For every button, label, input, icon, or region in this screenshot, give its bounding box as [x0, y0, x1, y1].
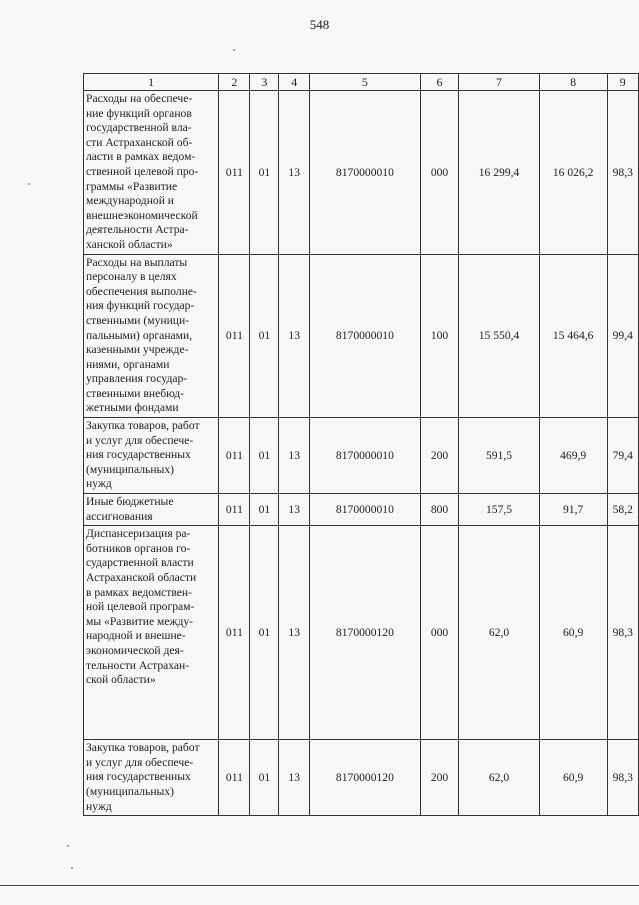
cell-subsection: 13 [279, 494, 310, 526]
header-cell: 4 [279, 74, 310, 91]
row-description: Иные бюджетные ассигнования [84, 494, 219, 526]
page-number: 548 [309, 17, 330, 32]
table-header-row [84, 74, 639, 91]
header-cell: 3 [250, 74, 279, 91]
cell-percent: 98,3 [607, 740, 639, 816]
cell-expense-type: 200 [420, 740, 459, 816]
cell-section: 01 [250, 91, 279, 255]
cell-percent: 99,4 [607, 254, 639, 418]
row-description: Расходы на обеспече- ние функций органов государственной вла- сти Астраханской об- ласти в рамках ведом- ственной целевой про- граммы «Развитие международной и внешнеэкономической деятельности Астра- ханской области» [84, 91, 219, 255]
cell-expense-type: 000 [420, 91, 459, 255]
cell-section: 01 [250, 740, 279, 816]
cell-target-article: 8170000010 [310, 91, 421, 255]
cell-percent: 98,3 [607, 91, 639, 255]
cell-target-article: 8170000120 [310, 740, 421, 816]
header-cell: 7 [459, 74, 540, 91]
cell-expense-type: 200 [420, 418, 459, 494]
cell-section: 01 [250, 418, 279, 494]
cell-percent: 79,4 [607, 418, 639, 494]
cell-expense-type: 100 [420, 254, 459, 418]
cell-subsection: 13 [279, 254, 310, 418]
row-description: Закупка товаров, работ и услуг для обеспече- ния государственных (муниципальных) нужд [84, 418, 219, 494]
header-cell: 1 [84, 74, 219, 91]
cell-actual: 60,9 [539, 740, 607, 816]
scan-speck [71, 867, 73, 869]
cell-plan: 62,0 [459, 740, 540, 816]
cell-plan: 62,0 [459, 526, 540, 740]
cell-ministry: 011 [219, 254, 250, 418]
cell-target-article: 8170000010 [310, 494, 421, 526]
cell-actual: 469,9 [539, 418, 607, 494]
cell-subsection: 13 [279, 740, 310, 816]
table-row [84, 494, 639, 526]
cell-section: 01 [250, 526, 279, 740]
cell-expense-type: 800 [420, 494, 459, 526]
header-cell: 5 [310, 74, 421, 91]
cell-subsection: 13 [279, 91, 310, 255]
table-row [84, 418, 639, 494]
cell-subsection: 13 [279, 418, 310, 494]
cell-percent: 58,2 [607, 494, 639, 526]
cell-ministry: 011 [219, 91, 250, 255]
cell-section: 01 [250, 494, 279, 526]
scan-speck [233, 49, 235, 51]
cell-expense-type: 000 [420, 526, 459, 740]
cell-ministry: 011 [219, 526, 250, 740]
cell-actual: 15 464,6 [539, 254, 607, 418]
cell-plan: 15 550,4 [459, 254, 540, 418]
cell-subsection: 13 [279, 526, 310, 740]
header-cell: 6 [420, 74, 459, 91]
row-description: Закупка товаров, работ и услуг для обеспече- ния государственных (муниципальных) нужд [84, 740, 219, 816]
cell-actual: 60,9 [539, 526, 607, 740]
cell-target-article: 8170000120 [310, 526, 421, 740]
row-description: Диспансеризация ра- ботников органов го- сударственной власти Астраханской области в рамках ведомствен- ной целевой програм- мы «Развитие между- народной и внешне- экономической дея- тельности Астрахан- ской области» [84, 526, 219, 740]
budget-table [83, 73, 639, 816]
cell-target-article: 8170000010 [310, 418, 421, 494]
cell-ministry: 011 [219, 494, 250, 526]
header-cell: 8 [539, 74, 607, 91]
table-row [84, 254, 639, 418]
table-row [84, 91, 639, 255]
cell-plan: 157,5 [459, 494, 540, 526]
cell-section: 01 [250, 254, 279, 418]
row-description: Расходы на выплаты персоналу в целях обеспечения выполне- ния функций государ- ственными (муници- пальными) органами, казенными учрежде- ниями, органами управления государ- ственными внебюд- жетными фондами [84, 254, 219, 418]
cell-ministry: 011 [219, 740, 250, 816]
cell-actual: 91,7 [539, 494, 607, 526]
table-row [84, 526, 639, 740]
cell-actual: 16 026,2 [539, 91, 607, 255]
header-cell: 2 [219, 74, 250, 91]
cell-plan: 591,5 [459, 418, 540, 494]
scan-speck [28, 183, 30, 185]
table-row [84, 740, 639, 816]
scan-edge-line [0, 885, 639, 886]
cell-target-article: 8170000010 [310, 254, 421, 418]
scan-speck [67, 845, 69, 847]
cell-percent: 98,3 [607, 526, 639, 740]
cell-plan: 16 299,4 [459, 91, 540, 255]
header-cell: 9 [607, 74, 639, 91]
cell-ministry: 011 [219, 418, 250, 494]
